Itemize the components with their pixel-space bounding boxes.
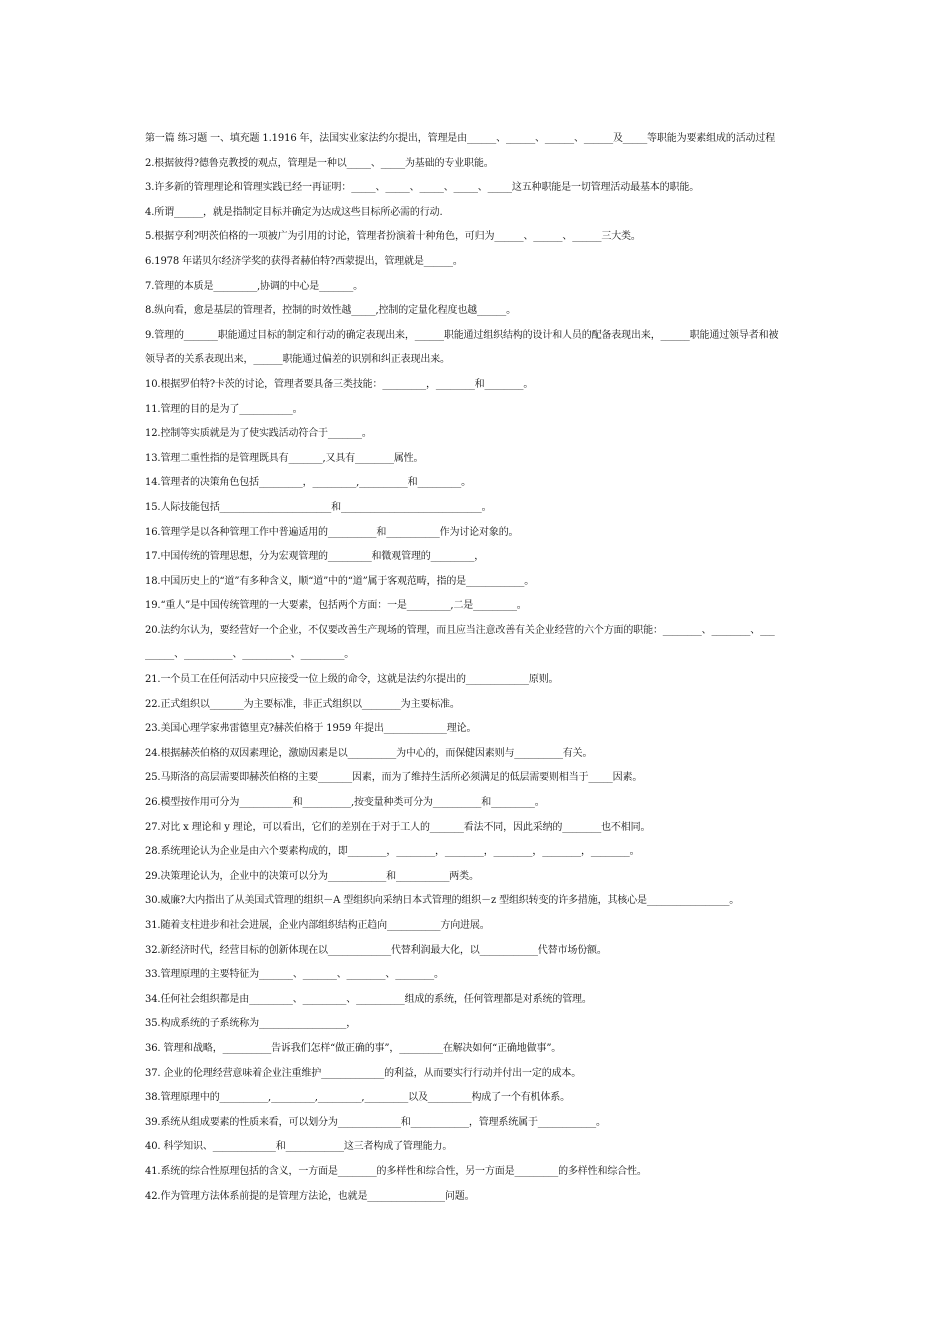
text-line: 5.根据亨利?明茨伯格的一项被广为引用的讨论，管理者扮演着十种角色，可归为______、______、______三大类。	[145, 231, 641, 243]
text-line: 12.控制等实质就是为了使实践活动符合于_______。	[145, 428, 372, 440]
text-line: 38.管理原理中的__________,_________,_________,_________以及_________构成了一个有机体系。	[145, 1092, 570, 1104]
text-line: 6.1978 年诺贝尔经济学奖的获得者赫伯特?西蒙提出，管理就是______。	[145, 255, 463, 267]
text-line: 35.构成系统的子系统称为__________________，	[145, 1018, 357, 1030]
text-line: 2.根据彼得?德鲁克教授的观点，管理是一种以_____、_____为基础的专业职能。	[145, 157, 494, 169]
text-line: 40. 科学知识、_____________和____________这三者构成了管理能力。	[145, 1141, 453, 1153]
text-line: 4.所谓______，就是指制定目标并确定为达成这些目标所必需的行动.	[145, 206, 443, 218]
text-line: 13.管理二重性指的是管理既具有_______,又具有________属性。	[145, 452, 424, 464]
text-line: 8.纵向看，愈是基层的管理者，控制的时效性越_____,控制的定量化程度也越______。	[145, 305, 516, 317]
text-line: 18.中国历史上的“道”有多种含义，顺“道”中的“道”属于客观范畴，指的是____________。	[145, 575, 535, 587]
text-line: 42.作为管理方法体系前提的是管理方法论，也就是________________问题。	[145, 1190, 475, 1202]
text-line: ______、__________、__________、_________。	[145, 649, 355, 661]
text-line: 11.管理的目的是为了___________。	[145, 403, 303, 415]
text-line: 30.威廉?大内指出了从美国式管理的组织－A 型组织向采纳日本式管理的组织－z 型组织转变的许多措施，其核心是_________________。	[145, 895, 740, 907]
text-line: 20.法约尔认为，要经营好一个企业，不仅要改善生产现场的管理，而且应当注意改善有关企业经营的六个方面的职能：________、________、___	[145, 624, 775, 636]
text-line: 28.系统理论认为企业是由六个要素构成的，即________，________，________，________，________，________。	[145, 846, 640, 858]
text-line: 36. 管理和战略，__________告诉我们怎样“做正确的事”，_________在解决如何“正确地做事”。	[145, 1042, 562, 1054]
text-line: 7.管理的本质是_________,协调的中心是_______。	[145, 280, 363, 292]
text-line: 41.系统的综合性原理包括的含义，一方面是________的多样性和综合性，另一方面是_________的多样性和综合性。	[145, 1165, 647, 1177]
text-line: 24.根据赫茨伯格的双因素理论，激励因素是以__________为中心的，而保健因素则与__________有关。	[145, 747, 593, 759]
text-line: 34.任何社会组织都是由_________、_________、__________组成的系统，任何管理都是对系统的管理。	[145, 993, 592, 1005]
text-line: 23.美国心理学家弗雷德里克?赫茨伯格于 1959 年提出_____________理论。	[145, 723, 477, 735]
text-line: 25.马斯洛的高层需要即赫茨伯格的主要_______因素，而为了维持生活所必须满足的低层需要则相当于_____因素。	[145, 772, 643, 784]
text-line: 27.对比 x 理论和 y 理论，可以看出，它们的差别在于对于工人的_______看法不同，因此采纳的________也不相同。	[145, 821, 651, 833]
text-line: 10.根据罗伯特?卡茨的讨论，管理者要具备三类技能：_________，________和________。	[145, 378, 534, 390]
text-line: 17.中国传统的管理思想，分为宏观管理的_________和微观管理的_________，	[145, 551, 485, 563]
text-line: 领导者的关系表现出来，______职能通过偏差的识别和纠正表现出来。	[145, 354, 450, 366]
text-line: 32.新经济时代，经营目标的创新体现在以_____________代替利润最大化，以____________代替市场份额。	[145, 944, 607, 956]
text-line	[145, 1209, 810, 1234]
text-line: 3.许多新的管理理论和管理实践已经一再证明：_____、_____、_____、_____、_____这五种职能是一切管理活动最基本的职能。	[145, 182, 700, 194]
text-line: 9.管理的_______职能通过目标的制定和行动的确定表现出来，______职能通过组织结构的设计和人员的配备表现出来，______职能通过领导者和被	[145, 329, 779, 341]
text-line: 第一篇 练习题 一、填充题 1.1916 年，法国实业家法约尔提出，管理是由______、______、______、______及_____等职能为要素组成的活动过程	[145, 133, 776, 144]
text-line: 26.模型按作用可分为___________和__________,按变量种类可分为__________和_________。	[145, 797, 545, 809]
text-line: 39.系统从组成要素的性质来看，可以划分为_____________和____________，管理系统属于____________。	[145, 1116, 606, 1128]
text-line: 21.一个员工在任何活动中只应接受一位上级的命令，这就是法约尔提出的_____________原则。	[145, 674, 559, 686]
text-line: 16.管理学是以各种管理工作中普遍适用的__________和___________作为讨论对象的。	[145, 526, 519, 538]
text-line: 29.决策理论认为，企业中的决策可以分为____________和___________两类。	[145, 870, 479, 882]
text-line: 22.正式组织以_______为主要标准，非正式组织以________为主要标准。	[145, 698, 460, 710]
text-line: 15.人际技能包括_______________________和_____________________________。	[145, 501, 492, 513]
exercise-text	[145, 127, 810, 1234]
text-line: 31.随着支柱进步和社会进展，企业内部组织结构正趋向___________方向进展。	[145, 920, 490, 931]
text-line: 33.管理原理的主要特征为_______、_______、________、________。	[145, 969, 444, 981]
text-line: 19.“重人”是中国传统管理的一大要素，包括两个方面：一是_________,二是_________。	[145, 600, 527, 612]
text-line: 37. 企业的伦理经营意味着企业注重维护_____________的利益，从而要实行行动并付出一定的成本。	[145, 1067, 582, 1079]
text-line: 14.管理者的决策角色包括_________，_________,__________和_________。	[145, 477, 471, 489]
